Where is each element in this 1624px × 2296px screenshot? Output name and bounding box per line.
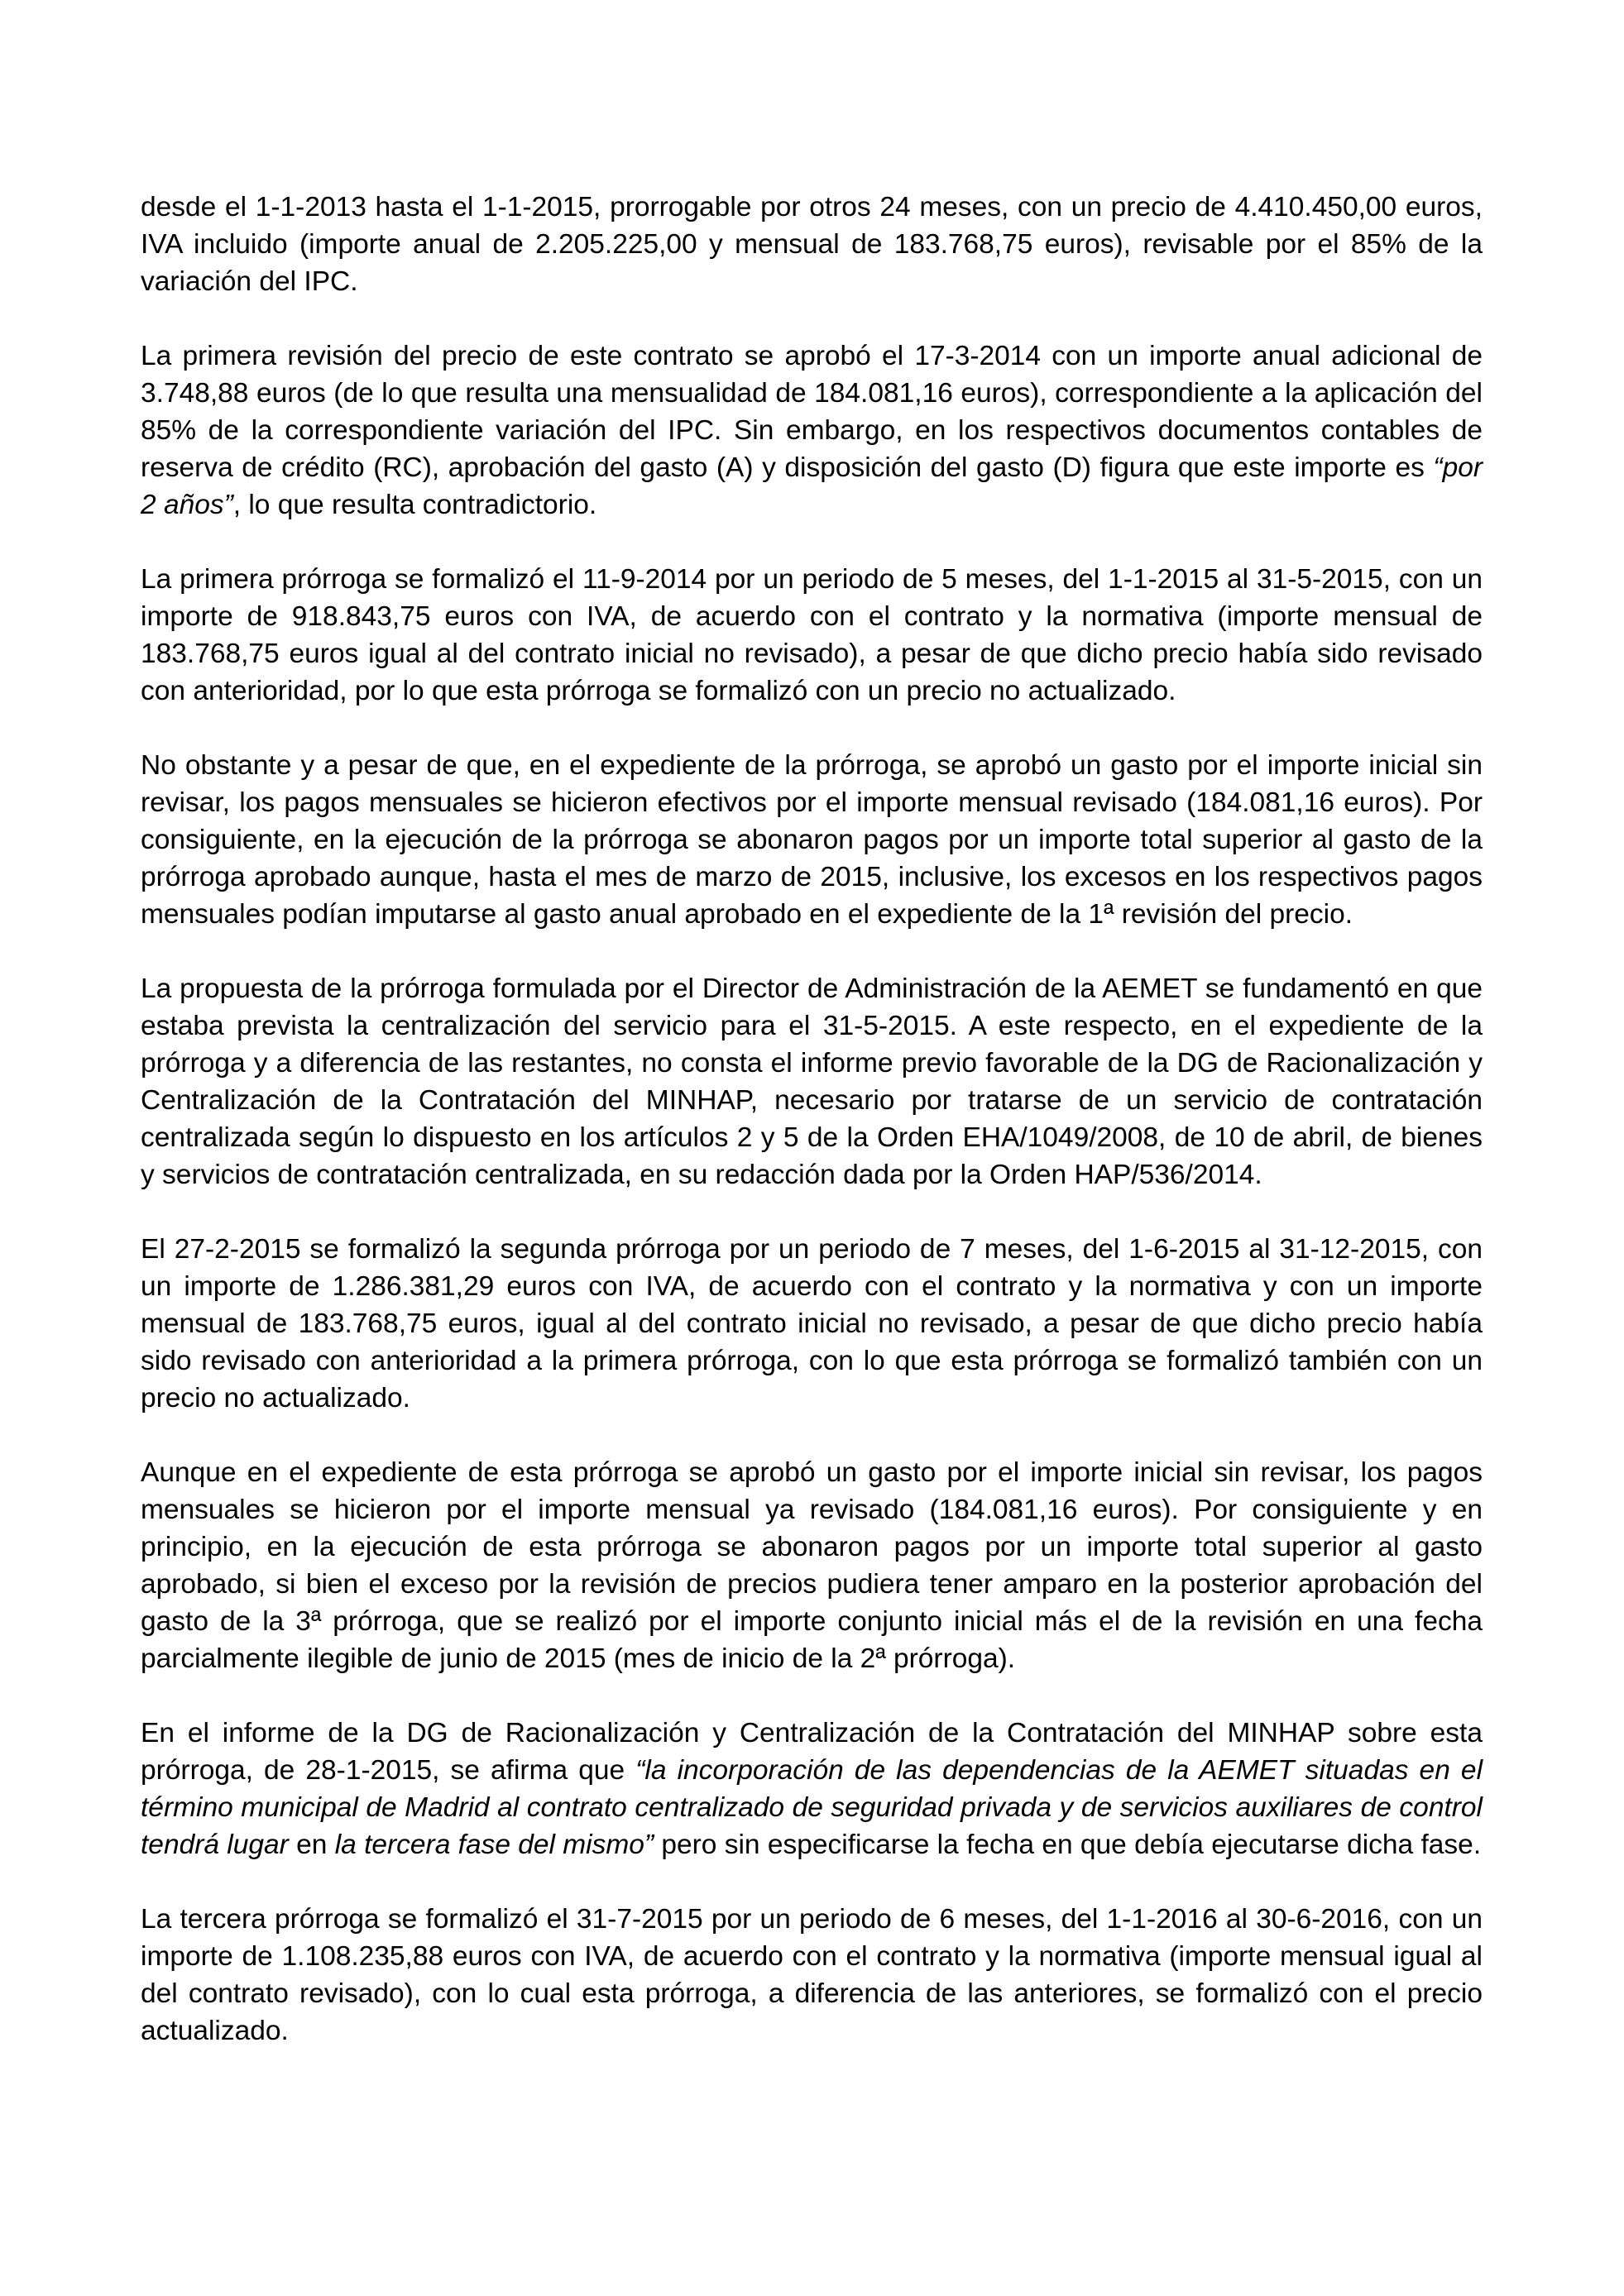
paragraph-third-extension xyxy=(141,1901,1483,2050)
paragraph-second-extension-payments xyxy=(141,1454,1483,1677)
paragraph-first-extension xyxy=(141,561,1483,710)
text-segment: El 27-2-2015 se formalizó la segunda prórroga por un periodo de 7 meses, del 1-6-2015 al 31-12-2015, con un importe de 1.286.381,29 euros con IVA, de acuerdo con el contrato y la normativa y con un importe mensual de 183.768,75 euros, igual al del contrato inicial no revisado, a pesar de que dicho precio había sido revisado con anterioridad a la primera prórroga, con lo que esta prórroga se formalizó también con un precio no actualizado. xyxy=(141,1234,1483,1413)
paragraph-monthly-payments xyxy=(141,747,1483,933)
text-segment: La tercera prórroga se formalizó el 31-7-2015 por un periodo de 6 meses, del 1-1-2016 al 30-6-2016, con un importe de 1.108.235,88 euros con IVA, de acuerdo con el contrato y la normativa (importe mensual igual al del contrato revisado), con lo cual esta prórroga, a diferencia de las anteriores, se formalizó con el precio actualizado. xyxy=(141,1904,1483,2046)
document-page xyxy=(141,189,1483,2050)
text-segment: Aunque en el expediente de esta prórroga se aprobó un gasto por el importe inicial sin revisar, los pagos mensuales se hicieron por el importe mensual ya revisado (184.081,16 euros). Por consiguiente y en principio, en la ejecución de esta prórroga se abonaron pagos por un importe total superior al gasto aprobado, si bien el exceso por la revisión de precios pudiera tener amparo en la posterior aprobación del gasto de la 3ª prórroga, que se realizó por el importe conjunto inicial más el de la revisión en una fecha parcialmente ilegible de junio de 2015 (mes de inicio de la 2ª prórroga). xyxy=(141,1457,1483,1674)
text-segment: La primera revisión del precio de este contrato se aprobó el 17-3-2014 con un importe anual adicional de 3.748,88 euros (de lo que resulta una mensualidad de 184.081,16 euros), correspondiente a la aplicación del 85% de la correspondiente variación del IPC. Sin embargo, en los respectivos documentos contables de reserva de crédito (RC), aprobación del gasto (A) y disposición del gasto (D) figura que este importe es xyxy=(141,341,1483,483)
italic-quote: “la incorporación de las dependencias de la AEMET situadas en el término municipal de Madrid al contrato centralizado de seguridad privada y de servicios auxiliares de control tendrá lugar xyxy=(141,1755,1483,1860)
italic-quote: la tercera fase del mismo” xyxy=(334,1830,654,1860)
text-segment: La propuesta de la prórroga formulada por el Director de Administración de la AEMET se fundamentó en que estaba prevista la centralización del servicio para el 31-5-2015. A este respecto, en el expediente de la prórroga y a diferencia de las restantes, no consta el informe previo favorable de la DG de Racionalización y Centralización de la Contratación del MINHAP, necesario por tratarse de un servicio de contratación centralizada según lo dispuesto en los artículos 2 y 5 de la Orden EHA/1049/2008, de 10 de abril, de bienes y servicios de contratación centralizada, en su redacción dada por la Orden HAP/536/2014. xyxy=(141,973,1483,1190)
text-segment: No obstante y a pesar de que, en el expediente de la prórroga, se aprobó un gasto por el importe inicial sin revisar, los pagos mensuales se hicieron efectivos por el importe mensual revisado (184.081,16 euros). Por consiguiente, en la ejecución de la prórroga se abonaron pagos por un importe total superior al gasto de la prórroga aprobado aunque, hasta el mes de marzo de 2015, inclusive, los excesos en los respectivos pagos mensuales podían imputarse al gasto anual aprobado en el expediente de la 1ª revisión del precio. xyxy=(141,750,1483,930)
text-segment: La primera prórroga se formalizó el 11-9-2014 por un periodo de 5 meses, del 1-1-2015 al 31-5-2015, con un importe de 918.843,75 euros con IVA, de acuerdo con el contrato y la normativa (importe mensual de 183.768,75 euros igual al del contrato inicial no revisado), a pesar de que dicho precio había sido revisado con anterioridad, por lo que esta prórroga se formalizó con un precio no actualizado. xyxy=(141,564,1483,706)
paragraph-contract-terms xyxy=(141,189,1483,300)
paragraph-extension-proposal xyxy=(141,970,1483,1193)
text-segment: desde el 1-1-2013 hasta el 1-1-2015, prorrogable por otros 24 meses, con un precio de 4.410.450,00 euros, IVA incluido (importe anual de 2.205.225,00 y mensual de 183.768,75 euros), revisable por el 85% de la variación del IPC. xyxy=(141,192,1483,297)
text-segment: En el informe de la DG de Racionalización y Centralización de la Contratación del MINHAP sobre esta prórroga, de 28-1-2015, se afirma que xyxy=(141,1718,1483,1786)
text-segment: , lo que resulta contradictorio. xyxy=(232,490,597,520)
text-segment: en xyxy=(288,1830,335,1860)
paragraph-first-price-revision xyxy=(141,337,1483,524)
text-segment: pero sin especificarse la fecha en que debía ejecutarse dicha fase. xyxy=(654,1830,1482,1860)
paragraph-dg-report xyxy=(141,1715,1483,1863)
paragraph-second-extension xyxy=(141,1231,1483,1417)
italic-quote: “por 2 años” xyxy=(141,452,1483,520)
